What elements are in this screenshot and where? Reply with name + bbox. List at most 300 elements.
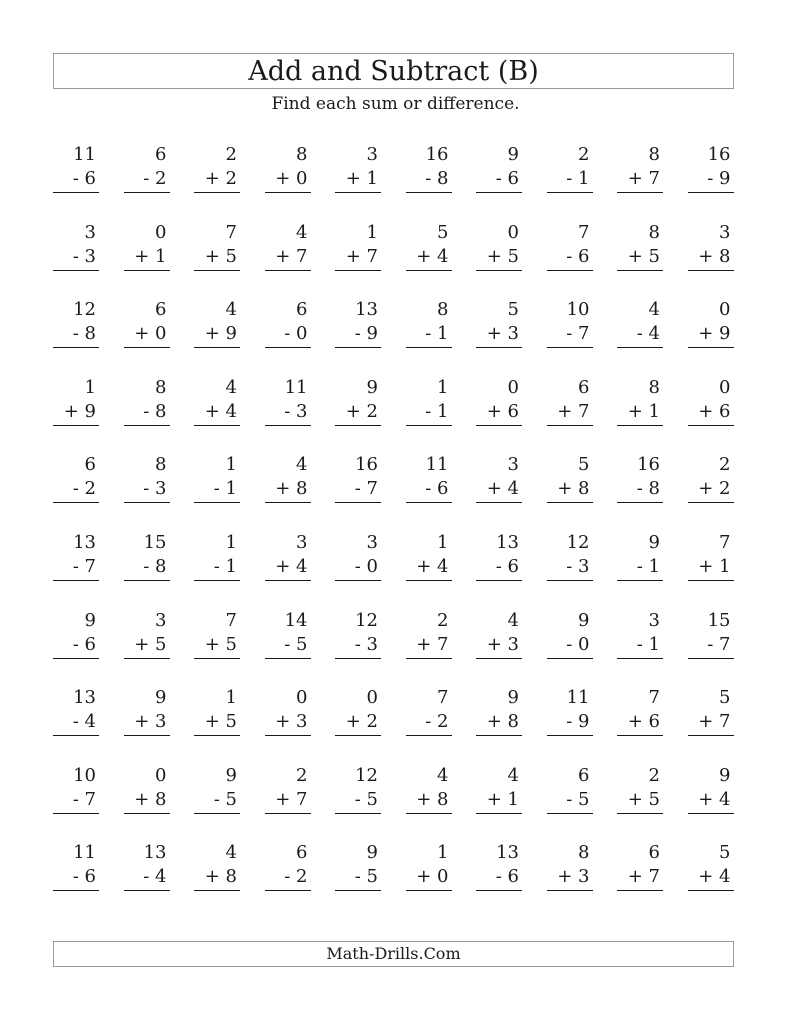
- problem: [547, 842, 593, 891]
- problem-bottom-row: [628, 401, 660, 423]
- problem-bottom-row: [73, 634, 96, 656]
- problem: [688, 222, 734, 271]
- problem: [406, 144, 452, 193]
- problem-bottom-row: [275, 168, 307, 190]
- problem-bottom-number: 5: [225, 245, 237, 267]
- problem-top-number: 9: [155, 687, 167, 709]
- problem-top-number: 4: [296, 221, 308, 243]
- answer-line: [617, 347, 663, 348]
- problem-bottom-number: 4: [719, 866, 731, 888]
- problem-top-number: 0: [507, 221, 519, 243]
- problem-operator: -: [636, 478, 643, 500]
- problem-bottom-number: 7: [296, 788, 308, 810]
- problem: [617, 144, 663, 193]
- answer-line: [124, 347, 170, 348]
- problem-top-number: 8: [296, 144, 308, 165]
- problem-operator: +: [486, 478, 502, 500]
- problem-operator: -: [72, 168, 79, 189]
- answer-line: [688, 813, 734, 814]
- problem-top-number: 9: [507, 144, 519, 165]
- problem-bottom-row: [628, 168, 660, 190]
- problem-bottom-row: [205, 401, 237, 423]
- problem-bottom-number: 7: [578, 400, 590, 422]
- problem: [53, 765, 99, 814]
- problem-operator: +: [204, 400, 220, 422]
- problem: [688, 765, 734, 814]
- problem: [476, 299, 522, 348]
- problem: [476, 377, 522, 426]
- problem-bottom-number: 8: [84, 323, 96, 345]
- problem-bottom-number: 7: [366, 245, 378, 267]
- answer-line: [406, 735, 452, 736]
- problem-bottom-number: 0: [155, 323, 167, 345]
- problem-operator: +: [134, 711, 150, 733]
- problem-bottom-row: [275, 246, 307, 268]
- problem: [617, 610, 663, 659]
- problem: [53, 610, 99, 659]
- problem: [617, 454, 663, 503]
- problem-bottom-row: [698, 711, 730, 733]
- problem-top-number: 3: [366, 144, 378, 165]
- problem-bottom-number: 2: [225, 168, 237, 189]
- problem-top-number: 7: [719, 531, 731, 553]
- problem-bottom-row: [73, 246, 96, 268]
- problem-bottom-number: 1: [437, 323, 449, 345]
- problem-bottom-row: [205, 634, 237, 656]
- problem-bottom-row: [355, 866, 378, 888]
- problem-bottom-row: [355, 634, 378, 656]
- problem: [617, 377, 663, 426]
- problem-bottom-row: [416, 634, 448, 656]
- problem-top-number: 9: [225, 764, 237, 786]
- problem: [53, 842, 99, 891]
- problem-top-number: 1: [84, 376, 96, 398]
- problem-top-number: 12: [73, 299, 96, 321]
- problem-bottom-row: [698, 323, 730, 345]
- problem: [688, 842, 734, 891]
- problem-top-number: 6: [578, 376, 590, 398]
- problem: [265, 765, 311, 814]
- problem: [124, 765, 170, 814]
- problem: [335, 299, 381, 348]
- problem-bottom-row: [205, 323, 237, 345]
- problem-bottom-number: 4: [648, 323, 660, 345]
- problem-operator: +: [204, 866, 220, 888]
- answer-line: [265, 192, 311, 193]
- problem-top-number: 4: [225, 376, 237, 398]
- problem-bottom-row: [557, 478, 589, 500]
- problem-operator: +: [627, 866, 643, 888]
- problem-operator: -: [284, 866, 291, 888]
- problem-bottom-row: [557, 866, 589, 888]
- problem-operator: +: [416, 788, 432, 810]
- problem-top-number: 11: [425, 454, 449, 476]
- answer-line: [617, 813, 663, 814]
- problem-bottom-row: [355, 556, 378, 578]
- problem-bottom-row: [284, 401, 307, 423]
- problem: [194, 687, 240, 736]
- problem-operator: +: [698, 788, 714, 810]
- problem-operator: +: [345, 245, 361, 267]
- problem-bottom-number: 3: [155, 478, 167, 500]
- problem: [547, 765, 593, 814]
- problem-bottom-number: 1: [719, 555, 731, 577]
- problem-top-number: 8: [648, 144, 660, 165]
- problem: [617, 222, 663, 271]
- problem-top-number: 7: [225, 221, 237, 243]
- answer-line: [688, 502, 734, 503]
- problem-operator: -: [707, 168, 714, 189]
- problem-bottom-number: 6: [84, 168, 96, 189]
- problem-operator: +: [345, 168, 361, 189]
- problem: [194, 842, 240, 891]
- problem-operator: -: [354, 323, 361, 345]
- problem-top-number: 12: [355, 764, 378, 786]
- problem-top-number: 4: [507, 609, 519, 631]
- problem-bottom-number: 4: [719, 788, 731, 810]
- answer-line: [124, 425, 170, 426]
- answer-line: [476, 347, 522, 348]
- problem-bottom-row: [698, 478, 730, 500]
- title-box: [53, 53, 734, 89]
- problem: [406, 842, 452, 891]
- problem-bottom-number: 5: [648, 788, 660, 810]
- answer-line: [617, 580, 663, 581]
- problem-bottom-row: [134, 634, 166, 656]
- answer-line: [476, 502, 522, 503]
- problem-top-number: 13: [143, 842, 167, 864]
- problem-bottom-row: [143, 168, 166, 190]
- problem: [335, 610, 381, 659]
- problem-bottom-number: 5: [225, 788, 237, 810]
- problem: [406, 765, 452, 814]
- problem-operator: -: [284, 400, 291, 422]
- problem-operator: +: [627, 788, 643, 810]
- problem-bottom-number: 5: [507, 245, 519, 267]
- problem-bottom-number: 7: [719, 633, 731, 655]
- answer-line: [265, 735, 311, 736]
- problem: [547, 610, 593, 659]
- problem-top-number: 11: [284, 376, 308, 398]
- problem-operator: -: [354, 788, 361, 810]
- problem-bottom-number: 1: [225, 478, 237, 500]
- problem-top-number: 8: [155, 454, 167, 476]
- problem-operator: +: [134, 633, 150, 655]
- problem-top-number: 3: [155, 609, 167, 631]
- problem-bottom-row: [698, 401, 730, 423]
- problem-bottom-number: 0: [366, 555, 378, 577]
- answer-line: [265, 658, 311, 659]
- answer-line: [688, 658, 734, 659]
- answer-line: [406, 192, 452, 193]
- problem: [265, 687, 311, 736]
- answer-line: [406, 580, 452, 581]
- problem: [53, 454, 99, 503]
- problem-top-number: 4: [437, 764, 449, 786]
- problem-top-number: 2: [296, 764, 308, 786]
- problem-bottom-number: 7: [648, 168, 660, 189]
- problem-operator: -: [636, 555, 643, 577]
- problem-operator: +: [557, 478, 573, 500]
- problem-bottom-number: 5: [648, 245, 660, 267]
- problem-bottom-row: [496, 556, 519, 578]
- problem-top-number: 10: [566, 299, 590, 321]
- problem-bottom-number: 4: [437, 555, 449, 577]
- problem-bottom-number: 3: [366, 633, 378, 655]
- answer-line: [547, 580, 593, 581]
- problem: [476, 765, 522, 814]
- problem-bottom-number: 8: [155, 788, 167, 810]
- problem-bottom-number: 2: [155, 168, 167, 189]
- problem: [617, 687, 663, 736]
- problem-bottom-number: 4: [155, 866, 167, 888]
- problem-operator: -: [425, 478, 432, 500]
- problem: [265, 842, 311, 891]
- problem: [547, 377, 593, 426]
- problem-operator: +: [698, 866, 714, 888]
- problem-top-number: 4: [225, 299, 237, 321]
- problem-top-number: 0: [155, 764, 167, 786]
- problem-bottom-number: 3: [507, 633, 519, 655]
- problem-bottom-number: 7: [296, 245, 308, 267]
- problem-operator: +: [416, 245, 432, 267]
- problem-bottom-number: 6: [719, 400, 731, 422]
- problem-operator: -: [566, 168, 573, 189]
- problem-bottom-number: 2: [84, 478, 96, 500]
- problem-bottom-row: [698, 246, 730, 268]
- problem: [406, 222, 452, 271]
- problem: [124, 687, 170, 736]
- problem-bottom-row: [698, 789, 730, 811]
- answer-line: [406, 270, 452, 271]
- problem-operator: -: [425, 711, 432, 733]
- problem-top-number: 5: [507, 299, 519, 321]
- problem-bottom-row: [557, 401, 589, 423]
- problem-bottom-row: [425, 401, 448, 423]
- answer-line: [265, 347, 311, 348]
- problem-bottom-row: [284, 323, 307, 345]
- problem-bottom-number: 7: [84, 555, 96, 577]
- problem-top-number: 9: [648, 531, 660, 553]
- problem-operator: +: [275, 168, 291, 189]
- answer-line: [547, 270, 593, 271]
- answer-line: [617, 270, 663, 271]
- answer-line: [194, 735, 240, 736]
- problem-bottom-row: [134, 246, 166, 268]
- problem-top-number: 5: [437, 221, 449, 243]
- problem-top-number: 0: [719, 376, 731, 398]
- problem-top-number: 13: [496, 842, 519, 864]
- problem: [335, 144, 381, 193]
- problem-top-number: 2: [225, 144, 237, 165]
- problem-top-number: 15: [143, 531, 167, 553]
- problem: [53, 377, 99, 426]
- problem-bottom-row: [487, 323, 519, 345]
- answer-line: [53, 813, 99, 814]
- answer-line: [335, 270, 381, 271]
- problem-operator: -: [143, 555, 150, 577]
- problem-operator: -: [495, 866, 502, 888]
- problem-bottom-number: 6: [648, 711, 660, 733]
- problem-bottom-number: 9: [225, 323, 237, 345]
- answer-line: [335, 735, 381, 736]
- answer-line: [265, 813, 311, 814]
- problem-top-number: 7: [225, 609, 237, 631]
- problem-top-number: 9: [366, 842, 378, 864]
- problem-bottom-number: 1: [648, 633, 660, 655]
- problem-operator: -: [425, 168, 432, 189]
- problem-bottom-row: [566, 323, 589, 345]
- problem-top-number: 9: [578, 609, 590, 631]
- problem-bottom-number: 4: [225, 400, 237, 422]
- problem-bottom-row: [355, 323, 378, 345]
- problem-bottom-number: 8: [437, 788, 449, 810]
- problem-bottom-number: 1: [225, 555, 237, 577]
- problem: [476, 222, 522, 271]
- problem-bottom-row: [566, 789, 589, 811]
- problem-bottom-number: 3: [578, 555, 590, 577]
- problem-bottom-row: [416, 556, 448, 578]
- problem-bottom-number: 3: [507, 323, 519, 345]
- problem-bottom-row: [214, 478, 237, 500]
- problem-bottom-number: 6: [437, 478, 449, 500]
- problem-bottom-number: 3: [296, 711, 308, 733]
- answer-line: [124, 580, 170, 581]
- problem-operator: +: [275, 711, 291, 733]
- problem-bottom-number: 1: [507, 788, 519, 810]
- problem-top-number: 7: [437, 687, 449, 709]
- problem-bottom-row: [73, 789, 96, 811]
- answer-line: [194, 425, 240, 426]
- problem-top-number: 13: [355, 299, 378, 321]
- problem: [406, 687, 452, 736]
- problem-bottom-number: 7: [84, 788, 96, 810]
- problem-top-number: 1: [437, 842, 449, 864]
- problem-top-number: 1: [366, 221, 378, 243]
- problem-bottom-row: [134, 323, 166, 345]
- problem-bottom-row: [214, 556, 237, 578]
- answer-line: [53, 735, 99, 736]
- answer-line: [194, 270, 240, 271]
- problem-bottom-row: [205, 711, 237, 733]
- answer-line: [688, 192, 734, 193]
- problem-bottom-number: 2: [719, 478, 731, 500]
- problem-operator: -: [143, 168, 150, 189]
- problem-bottom-row: [628, 711, 660, 733]
- problem-operator: +: [63, 400, 79, 422]
- problem-operator: +: [486, 633, 502, 655]
- problem-operator: -: [72, 866, 79, 888]
- problem-top-number: 3: [507, 454, 519, 476]
- problem: [476, 144, 522, 193]
- problem: [476, 532, 522, 581]
- problem-top-number: 2: [437, 609, 449, 631]
- problem-operator: +: [345, 711, 361, 733]
- answer-line: [547, 425, 593, 426]
- problem-operator: -: [72, 555, 79, 577]
- answer-line: [406, 658, 452, 659]
- problem-bottom-number: 7: [719, 711, 731, 733]
- problem-top-number: 8: [155, 376, 167, 398]
- problem: [335, 842, 381, 891]
- problem-operator: +: [275, 788, 291, 810]
- problem-operator: +: [698, 323, 714, 345]
- answer-line: [406, 502, 452, 503]
- problem-operator: +: [134, 788, 150, 810]
- problem-operator: +: [557, 866, 573, 888]
- problem-bottom-row: [496, 866, 519, 888]
- problem-bottom-number: 5: [366, 788, 378, 810]
- problem-top-number: 6: [155, 299, 167, 321]
- problem-bottom-row: [355, 478, 378, 500]
- problem-top-number: 6: [578, 764, 590, 786]
- problem: [476, 454, 522, 503]
- problem-top-number: 9: [719, 764, 731, 786]
- problem-operator: +: [204, 323, 220, 345]
- problem: [265, 454, 311, 503]
- problem-bottom-row: [73, 866, 96, 888]
- problem-operator: +: [486, 400, 502, 422]
- problem-bottom-number: 1: [648, 400, 660, 422]
- answer-line: [617, 425, 663, 426]
- problem-bottom-row: [425, 711, 448, 733]
- answer-line: [406, 425, 452, 426]
- problem: [265, 610, 311, 659]
- problem-operator: +: [627, 168, 643, 189]
- problem: [124, 144, 170, 193]
- problem-top-number: 8: [437, 299, 449, 321]
- answer-line: [688, 270, 734, 271]
- problem-top-number: 1: [437, 531, 449, 553]
- problem-bottom-row: [346, 401, 378, 423]
- problem-bottom-row: [637, 556, 660, 578]
- answer-line: [265, 890, 311, 891]
- problem-bottom-number: 8: [507, 711, 519, 733]
- answer-line: [265, 425, 311, 426]
- problem: [476, 610, 522, 659]
- problem-operator: +: [486, 245, 502, 267]
- answer-line: [476, 658, 522, 659]
- problem-bottom-row: [637, 478, 660, 500]
- problem-top-number: 10: [73, 764, 96, 786]
- problem-operator: -: [354, 866, 361, 888]
- problem-bottom-number: 8: [437, 168, 449, 189]
- problem-bottom-number: 5: [225, 633, 237, 655]
- problem: [617, 532, 663, 581]
- problem-operator: -: [213, 478, 220, 500]
- problem: [688, 377, 734, 426]
- problem-operator: -: [495, 555, 502, 577]
- problem-bottom-number: 4: [296, 555, 308, 577]
- problem-bottom-number: 1: [648, 555, 660, 577]
- answer-line: [688, 425, 734, 426]
- problem-bottom-row: [143, 866, 166, 888]
- problem-bottom-row: [487, 789, 519, 811]
- problem-top-number: 14: [284, 609, 308, 631]
- problem-bottom-number: 4: [437, 245, 449, 267]
- problem: [547, 144, 593, 193]
- problem-bottom-row: [73, 168, 96, 190]
- answer-line: [617, 658, 663, 659]
- problem: [124, 842, 170, 891]
- problem-operator: +: [204, 168, 220, 189]
- problem: [547, 532, 593, 581]
- problem-top-number: 5: [719, 842, 731, 864]
- problem-bottom-row: [73, 556, 96, 578]
- problem-bottom-number: 7: [366, 478, 378, 500]
- problem-bottom-row: [425, 478, 448, 500]
- problem-bottom-row: [487, 478, 519, 500]
